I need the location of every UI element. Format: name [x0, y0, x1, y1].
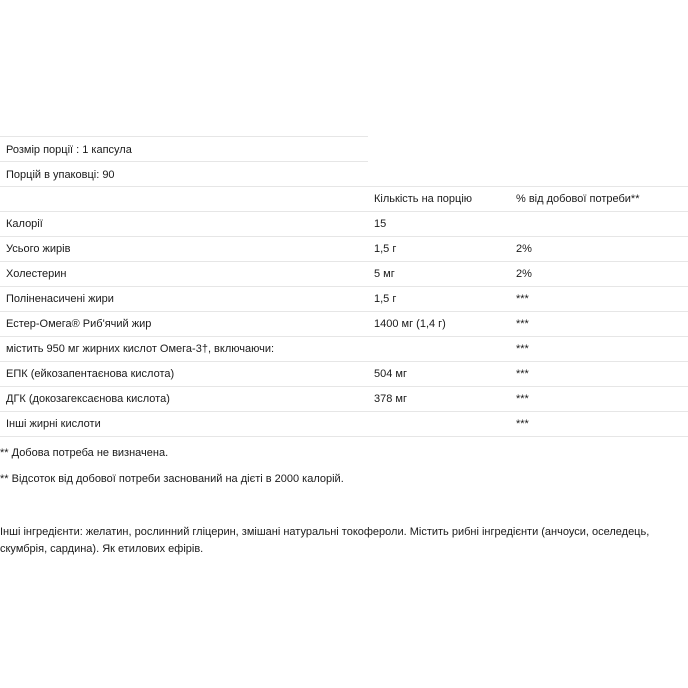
footnote-percent-basis: ** Відсоток від добової потреби заснований на дієті в 2000 калорій.: [0, 473, 344, 485]
nutrient-name: Поліненасичені жири: [0, 287, 368, 312]
nutrient-name: Калорії: [0, 212, 368, 237]
table-row: [0, 212, 688, 237]
nutrient-daily-value: ***: [510, 337, 688, 362]
table-row: [0, 312, 688, 337]
nutrient-name: Холестерин: [0, 262, 368, 287]
nutrient-daily-value: ***: [510, 312, 688, 337]
nutrient-name: Естер-Омега® Риб'ячий жир: [0, 312, 368, 337]
table-row: [0, 337, 688, 362]
nutrient-amount: [368, 337, 510, 362]
header-nutrient: [0, 187, 368, 212]
table-row: [0, 287, 688, 312]
nutrient-amount: 378 мг: [368, 387, 510, 412]
nutrient-name: Інші жирні кислоти: [0, 412, 368, 437]
table-row: [0, 237, 688, 262]
nutrient-daily-value: 2%: [510, 237, 688, 262]
nutrient-daily-value: [510, 212, 688, 237]
other-ingredients-text: Інші інгредієнти: желатин, рослинний гліцерин, змішані натуральні токофероли. Містить рибні інгредієнти (анчоуси, оселедець, скумбрія, сардина). Як етилових ефірів.: [0, 526, 650, 555]
table-header-row: [0, 187, 688, 212]
nutrient-daily-value: ***: [510, 362, 688, 387]
nutrient-amount: 1,5 г: [368, 237, 510, 262]
nutrient-name: ДГК (докозагексаєнова кислота): [0, 387, 368, 412]
nutrition-facts-table: [0, 186, 688, 437]
nutrient-daily-value: ***: [510, 287, 688, 312]
nutrient-name: ЕПК (ейкозапентаєнова кислота): [0, 362, 368, 387]
nutrient-name: Усього жирів: [0, 237, 368, 262]
table-row: [0, 262, 688, 287]
nutrient-amount: 1,5 г: [368, 287, 510, 312]
serving-size-text: Розмір порції : 1 капсула: [6, 144, 132, 156]
header-amount-per-serving: Кількість на порцію: [368, 187, 510, 212]
servings-per-container-row: [0, 161, 368, 186]
nutrient-amount: [368, 412, 510, 437]
supplement-facts-panel: [0, 136, 688, 437]
nutrient-name: містить 950 мг жирних кислот Омега-3†, включаючи:: [0, 337, 368, 362]
nutrient-amount: 504 мг: [368, 362, 510, 387]
nutrient-daily-value: ***: [510, 412, 688, 437]
footnote-daily-value-not-established: ** Добова потреба не визначена.: [0, 447, 169, 459]
nutrient-daily-value: ***: [510, 387, 688, 412]
serving-size-row: [0, 136, 368, 161]
nutrient-amount: 1400 мг (1,4 г): [368, 312, 510, 337]
nutrient-amount: 15: [368, 212, 510, 237]
table-row: [0, 362, 688, 387]
table-row: [0, 387, 688, 412]
nutrient-amount: 5 мг: [368, 262, 510, 287]
nutrient-daily-value: 2%: [510, 262, 688, 287]
header-daily-value: % від добової потреби**: [510, 187, 688, 212]
servings-per-container-text: Порцій в упаковці: 90: [6, 169, 115, 181]
table-row: [0, 412, 688, 437]
